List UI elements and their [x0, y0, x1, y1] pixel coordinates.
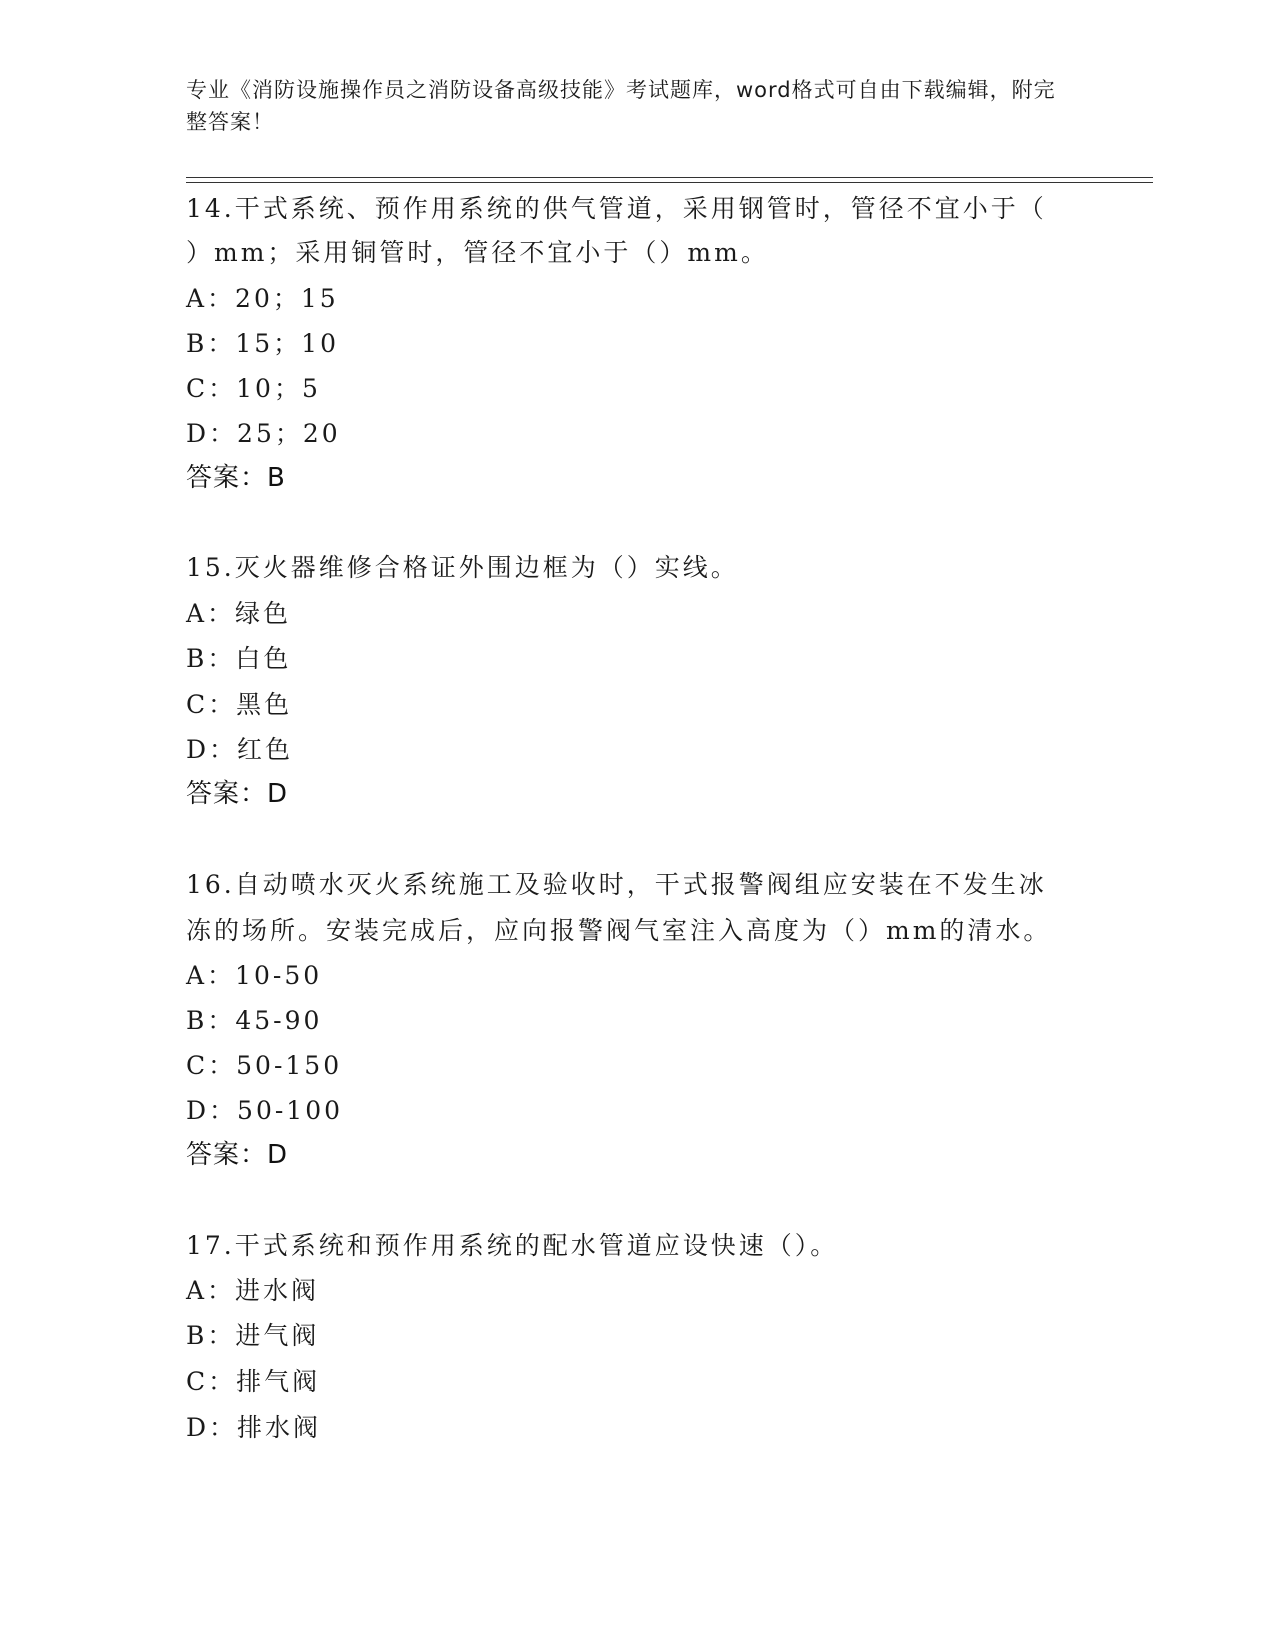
question-17-option-a: A：进水阀 — [186, 1276, 320, 1305]
question-15-answer: 答案：D — [186, 779, 289, 809]
question-14-stem-line2: ）mm；采用铜管时，管径不宜小于（）mm。 — [186, 238, 769, 267]
header-divider-top — [186, 177, 1153, 178]
question-15-stem-line1: 15.灭火器维修合格证外围边框为（）实线。 — [186, 553, 739, 582]
question-15-option-d: D：红色 — [186, 735, 294, 764]
header-divider-bottom — [186, 182, 1153, 183]
question-16-option-a: A：10-50 — [186, 961, 323, 990]
question-16-option-c: C：50-150 — [186, 1051, 343, 1080]
question-15-option-c: C：黑色 — [186, 690, 293, 719]
question-16-stem-line2: 冻的场所。安装完成后，应向报警阀气室注入高度为（）mm的清水。 — [186, 916, 1052, 945]
question-17-option-d: D：排水阀 — [186, 1413, 322, 1442]
question-15-option-b: B：白色 — [186, 644, 292, 673]
document-header: 专业《消防设施操作员之消防设备高级技能》考试题库，word格式可自由下载编辑，附完整答案！ — [186, 78, 1056, 134]
question-17-option-c: C：排气阀 — [186, 1367, 321, 1396]
question-14-answer: 答案：B — [186, 463, 286, 493]
question-16-stem-line1: 16.自动喷水灭火系统施工及验收时，干式报警阀组应安装在不发生冰 — [186, 870, 1047, 899]
question-16-answer: 答案：D — [186, 1140, 289, 1170]
question-16-option-d: D：50-100 — [186, 1096, 344, 1125]
question-17-stem-line1: 17.干式系统和预作用系统的配水管道应设快速（）。 — [186, 1231, 839, 1260]
question-16-option-b: B：45-90 — [186, 1006, 323, 1035]
question-14-stem-line1: 14.干式系统、预作用系统的供气管道，采用钢管时，管径不宜小于（ — [186, 194, 1047, 223]
question-14-option-b: B：15；10 — [186, 329, 339, 358]
question-17-option-b: B：进气阀 — [186, 1321, 320, 1350]
question-14-option-a: A：20；15 — [186, 284, 339, 313]
question-14-option-d: D：25；20 — [186, 419, 341, 448]
question-14-option-c: C：10；5 — [186, 374, 321, 403]
question-15-option-a: A：绿色 — [186, 599, 292, 628]
